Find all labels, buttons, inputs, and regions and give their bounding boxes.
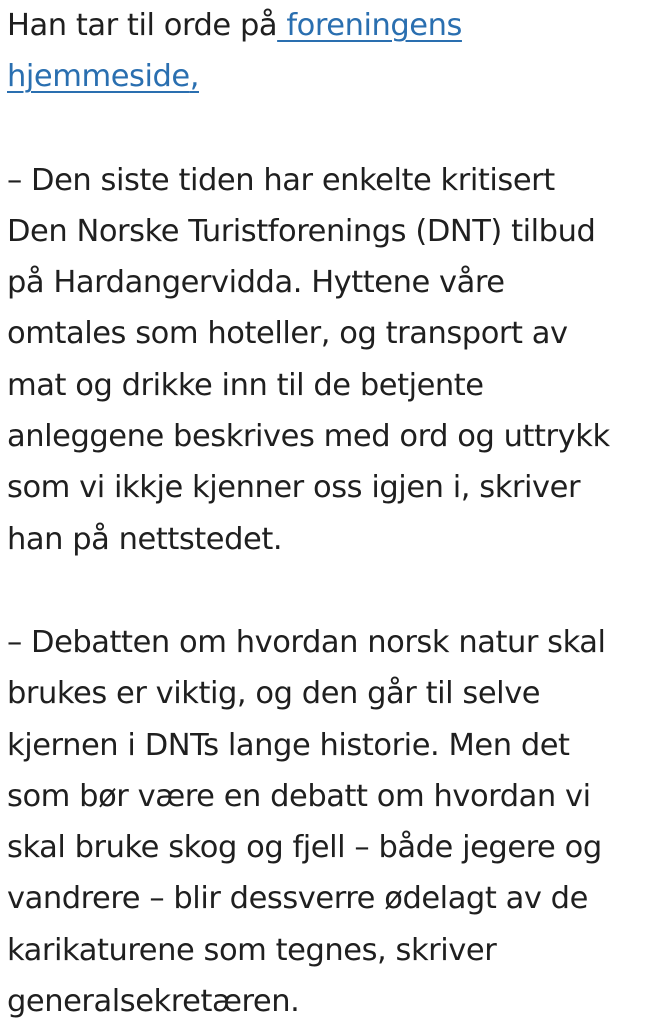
text-line: – Debatten om hvordan norsk natur skal <box>7 624 606 660</box>
text-line: han på nettstedet. <box>7 521 283 557</box>
text-line: Den Norske Turistforenings (DNT) tilbud <box>7 213 596 249</box>
intro-paragraph <box>7 0 647 103</box>
text-line: karikaturene som tegnes, skriver <box>7 932 497 968</box>
text-line: på Hardangervidda. Hyttene våre <box>7 265 505 301</box>
intro-suffix: , <box>189 59 199 95</box>
text-line: mat og drikke inn til de betjente <box>7 367 484 403</box>
text-line: som bør være en debatt om hvordan vi <box>7 778 591 814</box>
text-line: skal bruke skog og fjell – både jegere og <box>7 830 602 866</box>
paragraph-spacer <box>7 565 647 617</box>
text-line: kjernen i DNTs lange historie. Men det <box>7 727 570 763</box>
paragraph-spacer <box>7 103 647 155</box>
text-line: vandrere – blir dessverre ødelagt av de <box>7 881 588 917</box>
text-line: generalsekretæren. <box>7 984 300 1020</box>
quote-paragraph-2 <box>7 617 647 1027</box>
association-website-link[interactable]: foreningens <box>277 8 462 43</box>
association-website-link-continued[interactable]: hjemmeside <box>7 59 190 95</box>
text-line: omtales som hoteller, og transport av <box>7 316 568 352</box>
text-line: som vi ikkje kjenner oss igjen i, skriver <box>7 470 581 506</box>
text-line: – Den siste tiden har enkelte kritisert <box>7 162 555 198</box>
intro-line-1 <box>7 0 647 51</box>
intro-text: Han tar til orde på <box>7 8 278 43</box>
quote-paragraph-1 <box>7 155 647 565</box>
text-line: brukes er viktig, og den går til selve <box>7 676 541 712</box>
article-body <box>7 0 647 1027</box>
intro-line-2 <box>7 51 647 102</box>
text-line: anleggene beskrives med ord og uttrykk <box>7 419 610 455</box>
